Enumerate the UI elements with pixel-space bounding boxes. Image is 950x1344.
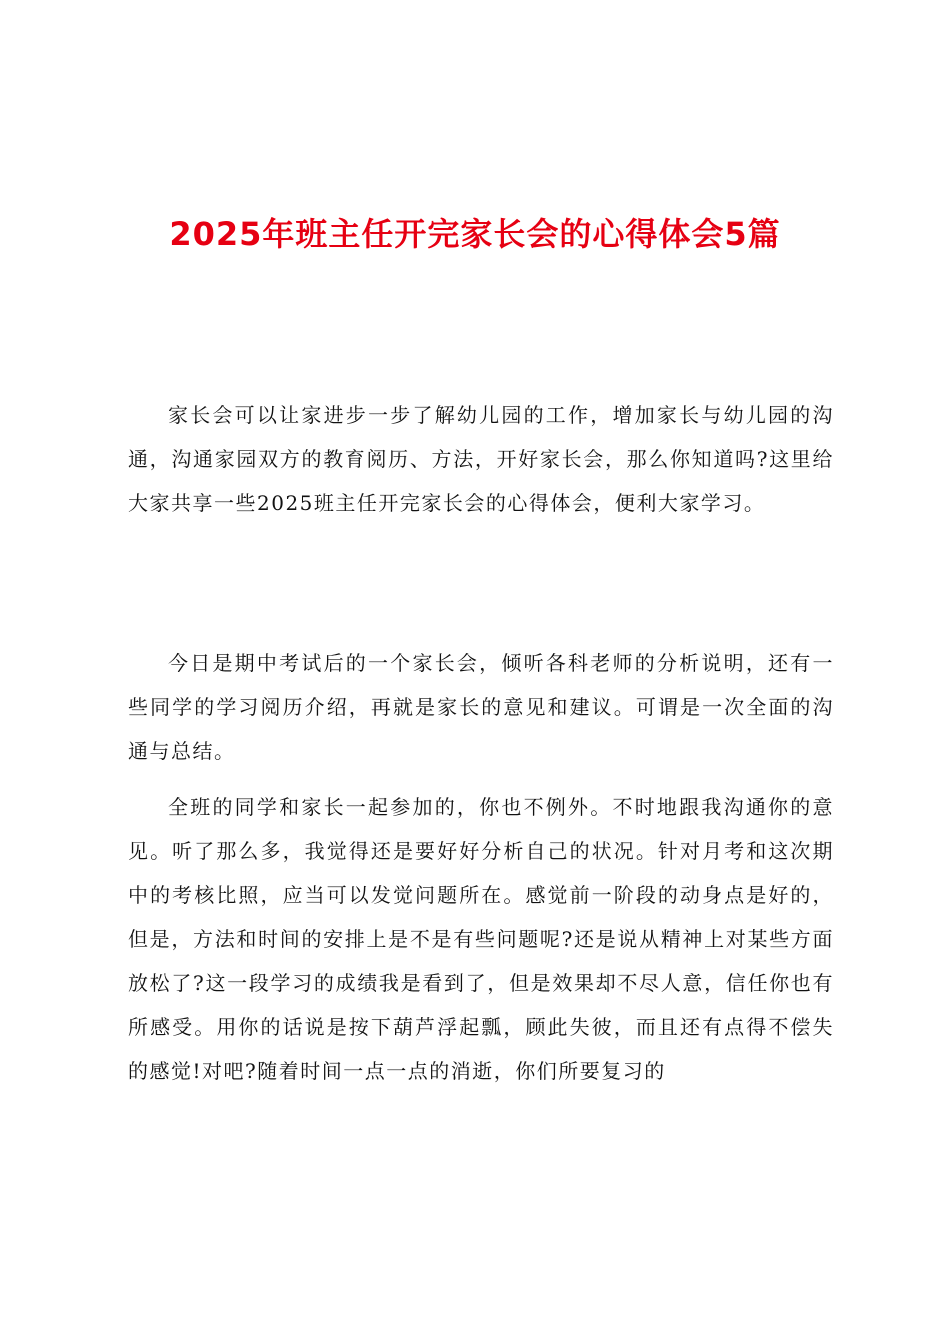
document-title: 2025年班主任开完家长会的心得体会5篇 [169, 215, 781, 253]
body-paragraph-1: 今日是期中考试后的一个家长会，倾听各科老师的分析说明，还有一些同学的学习阅历介绍，再就是家长的意见和建议。可谓是一次全面的沟通与总结。 [128, 651, 834, 763]
body-paragraph-2: 全班的同学和家长一起参加的，你也不例外。不时地跟我沟通你的意见。听了那么多，我觉得还是要好好分析自己的状况。针对月考和这次期中的考核比照，应当可以发觉问题所在。感觉前一阶段的动身点是好的，但是，方法和时间的安排上是不是有些问题呢?还是说从精神上对某些方面放松了?这一段学习的成绩我是看到了，但是效果却不尽人意，信任你也有所感受。用你的话说是按下葫芦浮起瓢，顾此失彼，而且还有点得不偿失的感觉!对吧?随着时间一点一点的消逝，你们所要复习的 [128, 795, 834, 1083]
intro-paragraph: 家长会可以让家进步一步了解幼儿园的工作，增加家长与幼儿园的沟通，沟通家园双方的教育阅历、方法，开好家长会，那么你知道吗?这里给大家共享一些2025班主任开完家长会的心得体会，便利大家学习。 [128, 403, 834, 515]
